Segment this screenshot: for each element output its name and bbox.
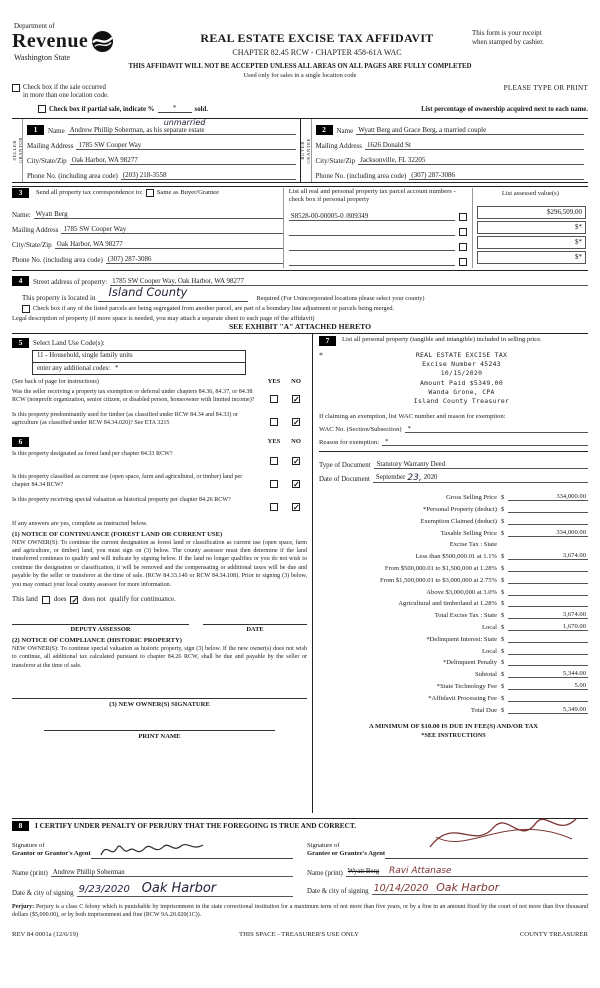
stamp-line: REAL ESTATE EXCISE TAX — [415, 350, 508, 359]
s5-q1-yes-checkbox[interactable] — [270, 395, 278, 403]
seller-csz-label: City/State/Zip — [27, 156, 67, 165]
buyer-section — [300, 119, 589, 182]
deputy-date-line[interactable]: DATE — [203, 624, 307, 633]
date-year-text: 2020 — [423, 474, 438, 482]
dollar-sign: $ — [501, 671, 505, 679]
parcel-number-field[interactable]: S8528-00-00005-0 /809349 — [289, 212, 455, 221]
date-of-document-field[interactable] — [373, 472, 588, 483]
dept-of-label: Department of — [14, 22, 55, 30]
seller-name-field[interactable] — [68, 117, 296, 135]
buyer-name-label: Name — [336, 126, 354, 135]
stamp-line: Wanda Grone, CPA — [428, 387, 495, 396]
personal-property-checkbox[interactable] — [459, 258, 467, 266]
s6-question3: Is this property receiving special valuation as historical property per chapter 84.26 RCW? — [12, 496, 231, 503]
print-name-line[interactable]: PRINT NAME — [44, 730, 274, 740]
property-address-section — [12, 270, 588, 331]
tax-line-label: *Delinquent Penalty — [442, 659, 497, 667]
wac-label: WAC No. (Section/Subsection) — [319, 426, 402, 434]
treasurer-space-note: THIS SPACE - TREASURER'S USE ONLY — [239, 931, 360, 939]
multi-location-checkbox[interactable] — [12, 84, 20, 92]
same-as-buyer-label: Same as Buyer/Grantee — [156, 189, 220, 197]
multi-location-label: Check box if the sale occurred in more than one location code. — [23, 84, 109, 100]
ownership-percentage-note: List percentage of ownership acquired next to each name. — [421, 105, 588, 113]
s6-q1-no-checkbox[interactable]: ✓ — [293, 457, 300, 467]
certification-section — [12, 818, 588, 897]
please-type-or-print: PLEASE TYPE OR PRINT — [503, 84, 588, 92]
grantor-date-field[interactable] — [77, 881, 293, 897]
no-header: NO — [291, 377, 301, 385]
new-owner-signature-line[interactable]: (3) NEW OWNER(S) SIGNATURE — [12, 698, 307, 708]
dollar-sign: $ — [501, 659, 505, 667]
date-month-text: September — [375, 474, 406, 482]
corr-csz-field[interactable]: Oak Harbor, WA 98277 — [55, 240, 283, 249]
corr-mailing-label: Mailing Address — [12, 225, 59, 234]
dollar-sign: $ — [501, 706, 505, 714]
excise-tax-column — [312, 334, 588, 813]
date-of-document-label: Date of Document — [319, 476, 370, 484]
tax-line-value[interactable]: 3,674.00 — [508, 552, 588, 560]
street-address-label: Street address of property: — [33, 277, 108, 286]
buyer-mailing-field[interactable]: 1626 Donald St — [365, 141, 584, 150]
revenue-wordmark: Revenue — [12, 30, 89, 52]
land-does-not-checkbox[interactable]: ✓ — [71, 595, 79, 605]
grantee-name-print-label: Name (print) — [307, 869, 343, 877]
dollar-sign: $ — [501, 506, 505, 514]
land-use-column — [12, 334, 312, 813]
corr-mailing-field[interactable]: 1785 SW Cooper Way — [61, 225, 282, 234]
section8-number: 8 — [12, 821, 29, 831]
grantor-sig-label1: Signature of — [12, 841, 45, 849]
form-chapter: CHAPTER 82.45 RCW - CHAPTER 458-61A WAC — [232, 48, 402, 57]
tax-line-value[interactable]: 5,349.00 — [508, 706, 588, 714]
grantor-name-print-field[interactable]: Andrew Phillip Soberman — [51, 869, 293, 877]
deputy-assessor-signature-line[interactable]: DEPUTY ASSESSOR — [12, 624, 189, 633]
tax-line-value[interactable]: 5.00 — [508, 682, 588, 690]
tax-line-label: Above $3,000,000 at 3.0% — [426, 588, 497, 596]
grantee-date-field[interactable] — [372, 881, 588, 895]
grantor-signature-ink — [97, 837, 207, 863]
personal-property-checkbox[interactable] — [459, 228, 467, 236]
tax-line-value[interactable]: 5,344.00 — [508, 670, 588, 678]
tax-line-value[interactable] — [508, 606, 588, 607]
dollar-sign: $ — [501, 694, 505, 702]
tax-line-value[interactable]: 334,000.00 — [508, 493, 588, 501]
tax-line-value[interactable] — [508, 654, 588, 655]
tax-line-label: *Affidavit Processing Fee — [428, 694, 497, 702]
buyer-phone-field[interactable]: (307) 287-3086 — [409, 171, 584, 180]
form-title: REAL ESTATE EXCISE TAX AFFIDAVIT — [200, 31, 434, 45]
handwritten-grantee-name: Ravi Attanase — [388, 865, 452, 876]
handwritten-grantee-date: 10/14/2020 — [373, 882, 429, 894]
this-land-label: This land — [12, 596, 38, 604]
dollar-sign: $ — [501, 576, 505, 584]
reason-field[interactable]: * — [382, 438, 588, 446]
land-use-title: Select Land Use Code(s): — [33, 338, 105, 347]
parties-section — [12, 118, 588, 183]
s6-question1: Is this property designated as forest land per chapter 84.33 RCW? — [12, 450, 173, 457]
corr-phone-label: Phone No. (including area code) — [12, 255, 103, 264]
parcel-number-field[interactable] — [289, 250, 455, 251]
assessed-value-cell[interactable]: $296,509.00 — [477, 206, 586, 219]
seller-side-label: SELLER GRANTOR — [12, 119, 23, 182]
parcel-number-field[interactable] — [289, 265, 455, 266]
tax-line-value[interactable] — [508, 701, 588, 702]
dollar-sign: $ — [501, 683, 505, 691]
section7-number: 7 — [319, 336, 336, 346]
if-yes-note: If any answers are yes, complete as instructed below. — [12, 519, 148, 527]
s6-q2-no-checkbox[interactable]: ✓ — [293, 480, 300, 490]
county-field[interactable] — [98, 284, 248, 302]
receipt-note — [472, 22, 588, 62]
land-does-checkbox[interactable] — [42, 596, 50, 604]
personal-property-checkbox[interactable] — [459, 213, 467, 221]
certify-statement: I CERTIFY UNDER PENALTY OF PERJURY THAT THE FOREGOING IS TRUE AND CORRECT. — [35, 821, 357, 831]
corr-phone-field[interactable]: (307) 287-3086 — [106, 255, 283, 264]
dollar-sign: $ — [501, 494, 505, 502]
seller-mailing-field[interactable]: 1785 SW Cooper Way — [76, 141, 295, 150]
send-correspondence-label: Send all property tax correspondence to: — [36, 189, 143, 197]
washington-flag-logo-icon — [91, 30, 114, 53]
buyer-csz-field[interactable]: Jacksonville, FL 32205 — [358, 156, 584, 165]
s6-question2: Is this property classified as current use (open space, farm and agricultural, or timber) land per chapter 84.34 RCW? — [12, 473, 243, 488]
partial-sale-suffix: sold. — [194, 105, 208, 113]
receipt-note-line1: This form is your receipt — [472, 29, 542, 37]
tax-line-value[interactable]: 3,674.00 — [508, 611, 588, 619]
buyer-mailing-label: Mailing Address — [315, 141, 362, 150]
grantee-name-print-field[interactable] — [346, 866, 588, 877]
personal-property-title: List all personal property (tangible and intangible) included in selling price. — [342, 335, 542, 343]
section5-number: 5 — [12, 338, 29, 348]
tax-line-label: Agricultural and timberland at 1.28% — [398, 600, 497, 608]
assessed-value-cell[interactable]: $* — [477, 221, 586, 234]
tax-line-label: Exemption Claimed (deduct) — [420, 517, 497, 525]
handwritten-county: Island County — [108, 284, 188, 299]
see-back-note: (See back of page for instructions) — [12, 377, 99, 385]
dollar-sign: $ — [501, 529, 505, 537]
handwritten-grantor-date: 9/23/2020 — [78, 883, 130, 895]
seller-phone-field[interactable]: (203) 218-3558 — [121, 171, 296, 180]
dollar-sign: $ — [501, 647, 505, 655]
grantee-signature-block — [303, 835, 588, 897]
dor-logo-block — [12, 22, 162, 62]
tax-line-value[interactable] — [508, 583, 588, 584]
additional-codes-field[interactable]: * — [115, 364, 119, 372]
land-use-code-box — [32, 350, 246, 375]
header — [12, 22, 588, 62]
tax-line-label: From $500,000.01 to $1,500,000 at 1.28% — [384, 565, 497, 573]
type-of-document-label: Type of Document — [319, 462, 371, 470]
section1-number: 1 — [27, 125, 44, 135]
tax-line-value[interactable] — [508, 665, 588, 666]
corr-name-field[interactable]: Wyatt Berg — [34, 210, 283, 219]
assessed-value-cell[interactable]: $* — [477, 251, 586, 264]
additional-codes-label: enter any additional codes: — [37, 364, 111, 372]
same-as-buyer-checkbox[interactable] — [146, 189, 154, 197]
dollar-sign: $ — [501, 612, 505, 620]
tax-line-label: *State Technology Fee — [436, 683, 497, 691]
section6-number: 6 — [12, 437, 29, 447]
not-accepted-warning: THIS AFFIDAVIT WILL NOT BE ACCEPTED UNLESS ALL AREAS ON ALL PAGES ARE FULLY COMPLETED — [128, 63, 472, 70]
excise-tax-table — [319, 489, 588, 713]
treasurer-stamp — [335, 351, 588, 407]
exemption-intro: If claiming an exemption, list WAC number and reason for exemption: — [319, 413, 506, 421]
seller-name-text: Andrew Phillip Soberman, as his separate estate — [69, 125, 205, 134]
stamp-line: 10/15/2020 — [440, 369, 483, 378]
tax-line-label: Local — [481, 624, 497, 632]
tax-line-label: Total Due — [470, 706, 497, 714]
tax-line-value[interactable]: 334,000.00 — [508, 529, 588, 537]
notice-compliance-body: NEW OWNER(S): To continue special valuation as historic property, sign (3) below. If the new owner(s) does not wish to continue, all additional tax calculated pursuant to chapter 84.26 RCW, shall be due and payable by the seller or transferor at the time of sale. — [12, 645, 307, 669]
no-header: NO — [291, 438, 301, 446]
personal-property-checkbox[interactable] — [459, 243, 467, 251]
perjury-label: Perjury: — [12, 903, 35, 910]
handwritten-grantee-city: Oak Harbor — [436, 880, 500, 894]
notice-compliance-title: (2) NOTICE OF COMPLIANCE (HISTORIC PROPERTY) — [12, 636, 182, 644]
s6-q1-yes-checkbox[interactable] — [270, 457, 278, 465]
partial-sale-label: Check box if partial sale, indicate % — [49, 105, 155, 113]
street-address-field[interactable]: 1785 SW Cooper Way, Oak Harbor, WA 98277 — [110, 277, 588, 286]
s5-q2-no-checkbox[interactable]: ✓ — [293, 418, 300, 428]
grantee-sig-label1: Signature of — [307, 841, 340, 849]
tax-line-label: *Delinquent Interest: State — [426, 635, 497, 643]
perjury-notice — [12, 903, 588, 919]
parcel-numbers-header: List all real and personal property tax parcel account numbers - check box if personal property — [283, 188, 473, 204]
assessed-value-cell[interactable]: $* — [477, 236, 586, 249]
form-rev-number: REV 84 0001a (12/6/19) — [12, 931, 79, 939]
perjury-text: Perjury is a class C felony which is punishable by imprisonment in the state correctional institution for a maximum term of not more than five years, or by a fine in an amount fixed by the court of not more than five thousand dollars ($5,000.00), or by both imprisonment and fine (RCW 9A.20.020(1C)). — [12, 903, 588, 918]
land-use-code-field[interactable]: 11 - Household, single family units — [33, 351, 245, 363]
seller-section — [12, 119, 300, 182]
segregated-checkbox[interactable] — [22, 305, 30, 313]
wac-field[interactable]: * — [405, 425, 588, 433]
s6-q3-no-checkbox[interactable]: ✓ — [293, 503, 300, 513]
stamp-line: Island County Treasurer — [413, 397, 510, 406]
type-of-document-field[interactable]: Statutory Warranty Deed — [374, 461, 588, 469]
tax-line-label: Total Excise Tax : State — [434, 612, 497, 620]
segregated-label: Check box if any of the listed parcels are being segregated from another parcel, are part of a boundary line adjustment or parcels being merged. — [33, 305, 395, 313]
reason-label: Reason for exemption: — [319, 439, 380, 447]
grantor-date-label: Date & city of signing — [12, 889, 74, 897]
tax-line-label: Gross Selling Price — [446, 494, 497, 502]
handwritten-day: 23, — [407, 473, 422, 484]
stamp-line: Excise Number 45243 — [422, 360, 501, 369]
does-not-label: does not — [82, 596, 106, 604]
handwritten-unmarried: unmarried — [163, 117, 206, 127]
section2-number: 2 — [316, 125, 333, 135]
dollar-sign: $ — [501, 635, 505, 643]
see-instructions-note: *SEE INSTRUCTIONS — [421, 731, 486, 739]
personal-property-star: * — [319, 350, 323, 360]
tax-line-value[interactable] — [508, 642, 588, 643]
dollar-sign: $ — [501, 588, 505, 596]
partial-sale-checkbox[interactable] — [38, 105, 46, 113]
s5-question2: Is this property predominantly used for timber (as classified under RCW 84.34 and 84.33) or agriculture (as classified under RCW 84.34.020)? See ETA 3215 — [12, 411, 238, 426]
tax-line-value[interactable] — [508, 524, 588, 525]
tax-line-label: Excise Tax : State — [449, 541, 497, 549]
seller-csz-field[interactable]: Oak Harbor, WA 98277 — [70, 156, 296, 165]
receipt-note-line2: when stamped by cashier. — [472, 38, 544, 47]
tax-line-label: From $1,500,000.01 to $3,000,000 at 2.75% — [379, 576, 497, 584]
yes-header: YES — [267, 438, 281, 446]
yes-header: YES — [267, 377, 281, 385]
county-treasurer-label: COUNTY TREASURER — [519, 931, 588, 939]
buyer-name-field[interactable]: Wyatt Berg and Grace Berg, a married couple — [356, 126, 584, 135]
s5-q1-no-checkbox[interactable]: ✓ — [293, 395, 300, 405]
does-label: does — [53, 596, 67, 604]
seller-mailing-label: Mailing Address — [27, 141, 74, 150]
grantee-date-label: Date & city of signing — [307, 887, 369, 895]
corr-csz-label: City/State/Zip — [12, 240, 52, 249]
grantor-sig-label2: Grantor or Grantor's Agent — [12, 850, 91, 858]
tax-line-label: Less than $500,000.01 at 1.1% — [415, 553, 497, 561]
grantor-signature-field[interactable] — [91, 841, 293, 859]
tax-line-label: *Personal Property (deduct) — [423, 506, 497, 514]
stamp-line: Amount Paid $5349.00 — [420, 378, 503, 387]
tax-line-value[interactable] — [508, 571, 588, 572]
tax-line-value[interactable]: 1,670.00 — [508, 623, 588, 631]
partial-sale-percent-field[interactable]: * — [158, 105, 192, 113]
dollar-sign: $ — [501, 624, 505, 632]
corr-name-label: Name: — [12, 210, 31, 219]
legal-description-label: Legal description of property (if more space is needed, you may attach a separate sheet to each page of the affidavit) — [12, 314, 315, 322]
dollar-sign: $ — [501, 600, 505, 608]
buyer-side-label: BUYER GRANTEE — [301, 119, 312, 182]
assessed-values-header: List assessed value(s) — [501, 189, 559, 197]
buyer-phone-label: Phone No. (including area code) — [315, 171, 407, 180]
grantor-name-print-label: Name (print) — [12, 869, 48, 877]
s6-q3-yes-checkbox[interactable] — [270, 503, 278, 511]
tax-line-value[interactable] — [508, 595, 588, 596]
legal-description-value: SEE EXHIBIT "A" ATTACHED HERETO — [228, 321, 372, 331]
notice-continuance-title: (1) NOTICE OF CONTINUANCE (FOREST LAND OR CURRENT USE) — [12, 530, 223, 538]
parcel-number-field[interactable] — [289, 235, 455, 236]
seller-phone-label: Phone No. (including area code) — [27, 171, 118, 180]
located-in-label: This property is located in — [22, 293, 96, 302]
dollar-sign: $ — [501, 553, 505, 561]
grantee-signature-field[interactable] — [385, 841, 588, 859]
grantor-signature-block — [12, 835, 303, 897]
washington-state-label: Washington State — [14, 53, 71, 62]
qualify-label: qualify for continuance. — [109, 596, 176, 604]
tax-line-label: Subtotal — [475, 671, 497, 679]
s6-q2-yes-checkbox[interactable] — [270, 480, 278, 488]
grantee-name-text: Wyatt Berg — [347, 867, 380, 875]
county-required-note: Required (For Unincorporated locations please select your county) — [256, 294, 425, 302]
s5-question1: Was the seller receiving a property tax exemption or deferral under chapters 84.36, 84.37, or 84.38 RCW (nonprofit organization, senior citizen, or disabled person, homeowner with limited income)? — [12, 388, 255, 403]
dollar-sign: $ — [501, 517, 505, 525]
tax-line-label: Local — [481, 647, 497, 655]
minimum-due-note: A MINIMUM OF $10.00 IS DUE IN FEE(S) AND/OR TAX — [368, 722, 539, 730]
grantee-sig-label2: Grantee or Grantee's Agent — [307, 850, 386, 858]
seller-name-label: Name — [48, 126, 65, 135]
tax-line-label: Taxable Selling Price — [440, 529, 497, 537]
single-location-note: Used only for sales in a single location code — [243, 72, 357, 79]
tax-line-value[interactable] — [508, 512, 588, 513]
section3-number: 3 — [12, 188, 29, 198]
section4-number: 4 — [12, 276, 29, 286]
tax-correspondence-section — [12, 186, 588, 268]
s5-q2-yes-checkbox[interactable] — [270, 418, 278, 426]
notice-continuance-body: NEW OWNER(S): To continue the current designation as forest land or classification as current use (open space, farm and agriculture, or timber) land, you must sign on (3) below. The county assessor must then determine if the land transferred continues to qualify and will indicate by signing below. If the land no longer qualifies or you do not wish to continue the designation or classification, it will be removed and the compensating or additional taxes will be due and payable by the seller or transferor at the time of sale. (RCW 84.33.140 or RCW 84.34.108). Prior to signing (3) below, you may contact your local county assessor for more information. — [12, 539, 307, 588]
buyer-csz-label: City/State/Zip — [315, 156, 356, 165]
dollar-sign: $ — [501, 565, 505, 573]
handwritten-grantor-city: Oak Harbor — [141, 880, 217, 896]
